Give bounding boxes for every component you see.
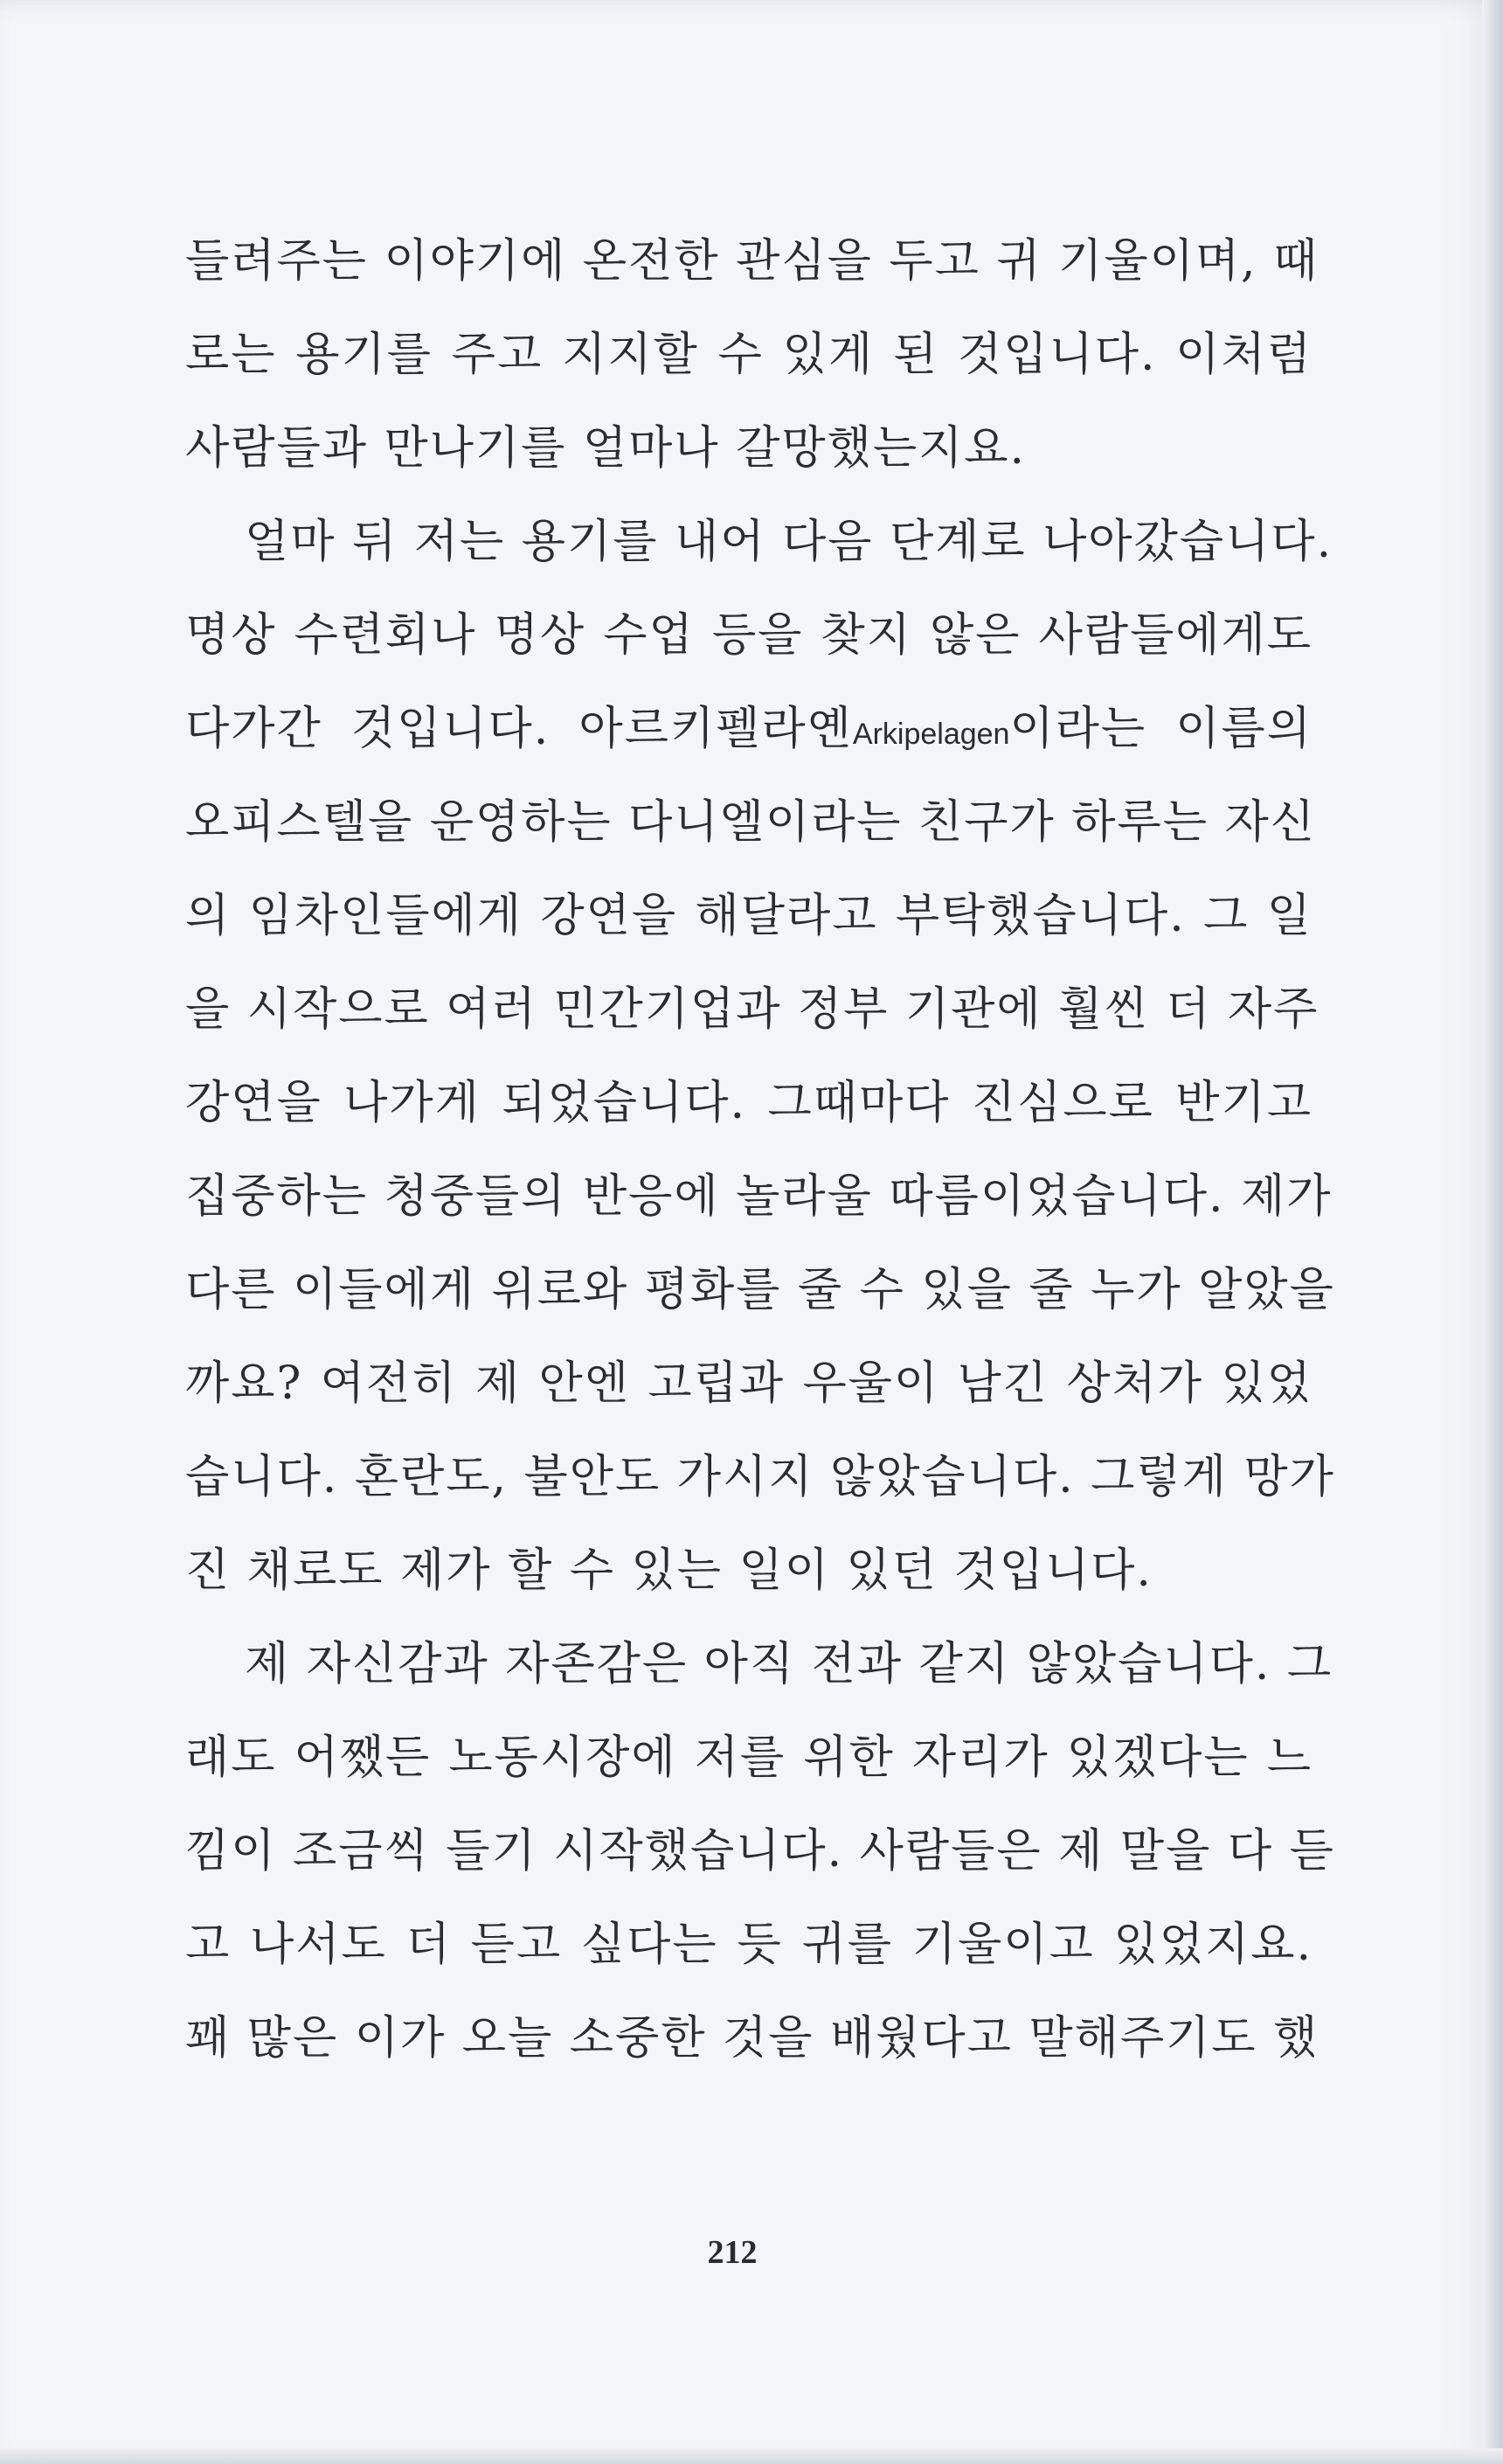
text-line: 집중하는 청중들의 반응에 놀라울 따름이었습니다. 제가 [185, 1170, 1333, 1223]
text-line: 진 채로도 제가 할 수 있는 일이 있던 것입니다. [185, 1544, 1153, 1597]
text-line: 고 나서도 더 듣고 싶다는 듯 귀를 기울이고 있었지요. [185, 1919, 1313, 1971]
text-line: 명상 수련회나 명상 수업 등을 찾지 않은 사람들에게도 [185, 609, 1313, 662]
page-edge-right [1482, 0, 1503, 2464]
page-edge-bottom [0, 2448, 1503, 2464]
page-number: 212 [707, 2234, 758, 2271]
text-line: 강연을 나가게 되었습니다. 그때마다 진심으로 반기고 [185, 1077, 1313, 1129]
text-line: 의 임차인들에게 강연을 해달라고 부탁했습니다. 그 일 [185, 890, 1313, 942]
text-line: 꽤 많은 이가 오늘 소중한 것을 배웠다고 말해주기도 했 [185, 2012, 1319, 2065]
text-line [185, 683, 1313, 776]
text-line: 습니다. 혼란도, 불안도 가시지 않았습니다. 그렇게 망가 [185, 1451, 1335, 1503]
text-line: 래도 어쨌든 노동시장에 저를 위한 자리가 있겠다는 느 [185, 1732, 1313, 1784]
body-text [185, 215, 1335, 2086]
text-line: 다른 이들에게 위로와 평화를 줄 수 있을 줄 누가 알았을 [185, 1264, 1335, 1316]
text-line: 사람들과 만나기를 얼마나 갈망했는지요. [185, 422, 1027, 475]
latin-term: Arkipelagen [852, 718, 1010, 751]
text-segment: 다가간 것입니다. 아르키펠라옌 [185, 703, 853, 755]
text-line: 얼마 뒤 저는 용기를 내어 다음 단계로 나아갔습니다. [245, 516, 1333, 568]
text-line: 제 자신감과 자존감은 아직 전과 같지 않았습니다. 그 [245, 1638, 1333, 1690]
text-line: 들려주는 이야기에 온전한 관심을 두고 귀 기울이며, 때 [185, 235, 1319, 288]
text-line: 로는 용기를 주고 지지할 수 있게 된 것입니다. 이처럼 [185, 329, 1313, 381]
text-line: 낌이 조금씩 들기 시작했습니다. 사람들은 제 말을 다 듣 [185, 1825, 1335, 1877]
text-line: 오피스텔을 운영하는 다니엘이라는 친구가 하루는 자신 [185, 796, 1316, 849]
text-line: 까요? 여전히 제 안엔 고립과 우울이 남긴 상처가 있었 [185, 1357, 1313, 1410]
text-line: 을 시작으로 여러 민간기업과 정부 기관에 훨씬 더 자주 [185, 983, 1319, 1036]
text-segment: 이라는 이름의 [1009, 703, 1313, 755]
